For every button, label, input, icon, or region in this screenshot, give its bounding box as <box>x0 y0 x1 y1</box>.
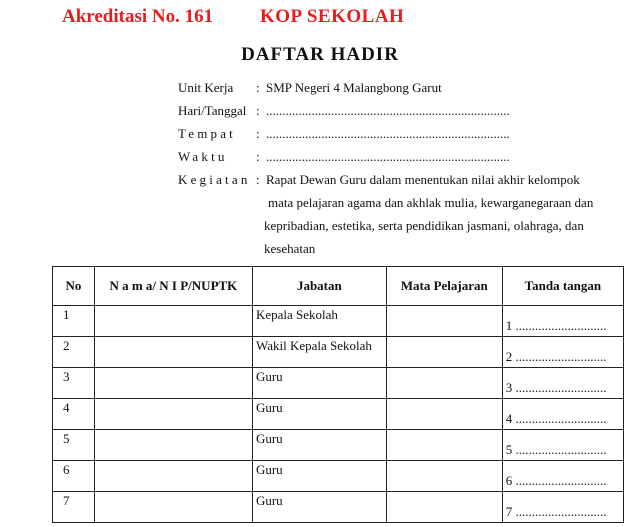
tempat-value: ........................................................................... <box>266 126 510 141</box>
subject-field[interactable] <box>386 368 502 399</box>
tempat-label: Tempat <box>178 126 236 141</box>
row-jabatan <box>252 306 386 337</box>
table-row <box>53 430 624 461</box>
signature-line: 2 ............................ <box>505 349 607 364</box>
row-jabatan-text: Guru <box>255 431 283 446</box>
info-kegiatan <box>178 172 580 188</box>
header-tanda-tangan: Tanda tangan <box>502 267 623 306</box>
subject-field[interactable] <box>386 430 502 461</box>
signature-line: 5 ............................ <box>505 442 607 457</box>
signature-line: 1 ............................ <box>505 318 607 333</box>
row-jabatan-text: Kepala Sekolah <box>255 307 338 322</box>
school-letterhead: KOP SEKOLAH <box>260 6 405 27</box>
table-row <box>53 399 624 430</box>
subject-field[interactable] <box>386 461 502 492</box>
row-no-text: 1 <box>63 307 70 322</box>
header-mata-pelajaran: Mata Pelajaran <box>386 267 502 306</box>
table-row <box>53 337 624 368</box>
header-jabatan: Jabatan <box>252 267 386 306</box>
row-jabatan <box>252 492 386 523</box>
row-jabatan <box>252 368 386 399</box>
kegiatan-label: Kegiatan <box>178 172 251 187</box>
signature-field[interactable] <box>502 306 623 337</box>
row-no-text: 4 <box>63 400 70 415</box>
row-no <box>53 461 95 492</box>
subject-field[interactable] <box>386 492 502 523</box>
name-field[interactable] <box>94 461 252 492</box>
signature-field[interactable] <box>502 399 623 430</box>
signature-line: 6 ............................ <box>505 473 607 488</box>
kegiatan-line-2: mata pelajaran agama dan akhlak mulia, kewarganegaraan dan <box>268 195 594 210</box>
colon: : <box>256 172 260 187</box>
row-no <box>53 399 95 430</box>
row-jabatan-text: Wakil Kepala Sekolah <box>255 338 372 353</box>
row-no <box>53 306 95 337</box>
kegiatan-line-4: kesehatan <box>264 241 316 256</box>
info-unit-kerja <box>178 80 442 96</box>
signature-field[interactable] <box>502 337 623 368</box>
name-field[interactable] <box>94 399 252 430</box>
accreditation-number: Akreditasi No. 161 <box>62 6 214 27</box>
row-jabatan <box>252 461 386 492</box>
row-no-text: 5 <box>63 431 70 446</box>
signature-line: 3 ............................ <box>505 380 607 395</box>
table-header-row <box>53 267 624 306</box>
info-hari-tanggal <box>178 103 510 119</box>
table-row <box>53 306 624 337</box>
attendance-table <box>52 266 624 523</box>
signature-field[interactable] <box>502 492 623 523</box>
signature-field[interactable] <box>502 368 623 399</box>
row-no <box>53 368 95 399</box>
subject-field[interactable] <box>386 337 502 368</box>
header-no: No <box>53 267 95 306</box>
colon: : <box>256 80 260 95</box>
colon: : <box>256 126 260 141</box>
name-field[interactable] <box>94 430 252 461</box>
kegiatan-line-3: kepribadian, estetika, serta pendidikan jasmani, olahraga, dan <box>264 218 584 233</box>
row-no-text: 6 <box>63 462 70 477</box>
row-no <box>53 492 95 523</box>
document-title: DAFTAR HADIR <box>241 44 399 65</box>
row-jabatan-text: Guru <box>255 400 283 415</box>
header-nama: N a m a/ N I P/NUPTK <box>94 267 252 306</box>
name-field[interactable] <box>94 337 252 368</box>
hari-tanggal-value: ........................................................................... <box>266 103 510 118</box>
row-jabatan <box>252 399 386 430</box>
signature-line: 4 ............................ <box>505 411 607 426</box>
waktu-label: Waktu <box>178 149 228 164</box>
colon: : <box>256 103 260 118</box>
name-field[interactable] <box>94 368 252 399</box>
subject-field[interactable] <box>386 306 502 337</box>
row-jabatan-text: Guru <box>255 369 283 384</box>
row-jabatan-text: Guru <box>255 462 283 477</box>
row-jabatan-text: Guru <box>255 493 283 508</box>
info-waktu <box>178 149 510 165</box>
signature-field[interactable] <box>502 430 623 461</box>
name-field[interactable] <box>94 306 252 337</box>
table-row <box>53 461 624 492</box>
table-row <box>53 368 624 399</box>
row-jabatan <box>252 430 386 461</box>
colon: : <box>256 149 260 164</box>
subject-field[interactable] <box>386 399 502 430</box>
waktu-value: ........................................................................... <box>266 149 510 164</box>
row-jabatan <box>252 337 386 368</box>
row-no <box>53 337 95 368</box>
kegiatan-line-1: Rapat Dewan Guru dalam menentukan nilai akhir kelompok <box>266 172 580 187</box>
table-row <box>53 492 624 523</box>
row-no-text: 7 <box>63 493 70 508</box>
hari-tanggal-label: Hari/Tanggal <box>178 103 247 118</box>
signature-field[interactable] <box>502 461 623 492</box>
name-field[interactable] <box>94 492 252 523</box>
row-no-text: 3 <box>63 369 70 384</box>
signature-line: 7 ............................ <box>505 504 607 519</box>
unit-kerja-value: SMP Negeri 4 Malangbong Garut <box>266 80 442 95</box>
row-no-text: 2 <box>63 338 70 353</box>
unit-kerja-label: Unit Kerja <box>178 80 234 95</box>
row-no <box>53 430 95 461</box>
info-tempat <box>178 126 510 142</box>
